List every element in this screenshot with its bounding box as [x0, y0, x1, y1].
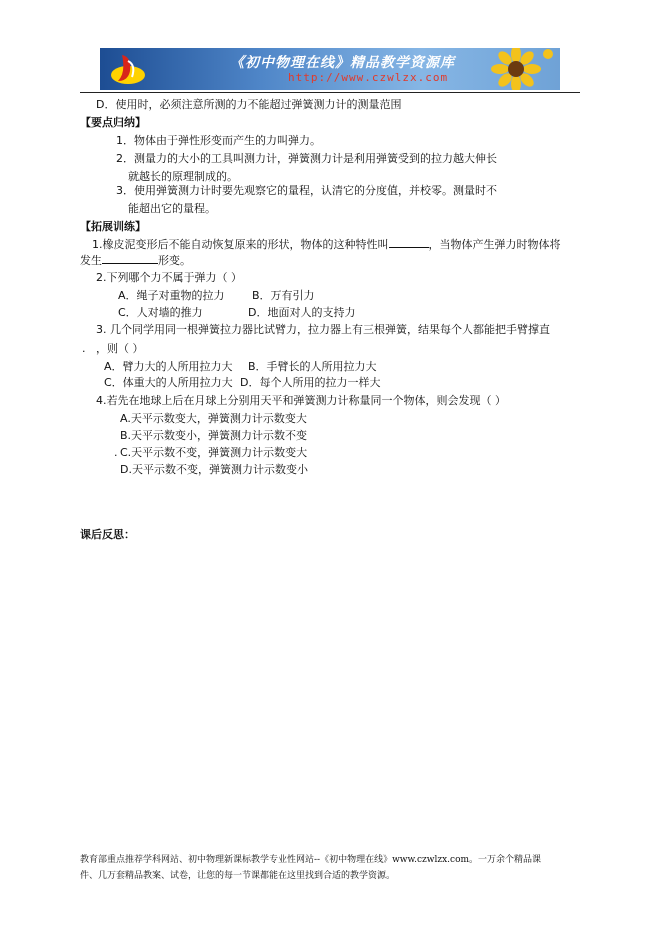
sunflower-icon: [476, 48, 556, 90]
question-2-option-a: A．绳子对重物的拉力: [118, 289, 225, 302]
question-3-line2: ，则（ ）: [96, 342, 144, 355]
question-4-option-c: C.天平示数不变，弹簧测力计示数变大: [120, 446, 308, 459]
footer-line-2: 件、几万套精品教案、试卷，让您的每一节课都能在这里找到合适的教学资源。: [80, 871, 396, 881]
question-4-mark: .: [114, 446, 118, 459]
question-1-text-2: 发生: [80, 254, 102, 267]
extension-heading: 【拓展训练】: [80, 220, 146, 233]
question-3-option-a: A．臂力大的人所用拉力大: [104, 360, 233, 373]
question-1-text-2-tail: 形变。: [158, 254, 191, 267]
key-point-3-line1: 3．使用弹簧测力计时要先观察它的量程，认清它的分度值，并校零。测量时不: [116, 184, 497, 197]
key-point-2-line1: 2．测量力的大小的工具叫测力计，弹簧测力计是利用弹簧受到的拉力越大伸长: [116, 152, 497, 165]
question-4: 4.若先在地球上后在月球上分别用天平和弹簧测力计称量同一个物体，则会发现（ ）: [96, 394, 506, 407]
footer-line-1: 教育部重点推荐学科网站、初中物理新课标教学专业性网站--《初中物理在线》www.czwlzx.com。一万余个精品课: [80, 855, 542, 865]
key-point-2-line2: 就越长的原理制成的。: [128, 170, 238, 183]
question-4-option-b: B.天平示数变小，弹簧测力计示数不变: [120, 429, 308, 442]
answer-blank: [102, 253, 158, 264]
key-point-3-line2: 能超出它的量程。: [128, 202, 216, 215]
header-rule: [80, 92, 580, 93]
logo-icon: [108, 51, 148, 87]
question-4-option-d: D.天平示数不变，弹簧测力计示数变小: [120, 463, 308, 476]
question-1-line2: [80, 253, 191, 268]
question-3-option-b: B．手臂长的人所用拉力大: [248, 360, 377, 373]
question-4-option-a: A.天平示数变大，弹簧测力计示数变大: [120, 412, 307, 425]
footer: [80, 852, 590, 884]
key-point-1: 1．物体由于弹性形变而产生的力叫弹力。: [116, 134, 321, 147]
banner-title: 《初中物理在线》精品教学资源库: [230, 55, 455, 71]
question-2-option-b: B．万有引力: [252, 289, 315, 302]
question-2-option-d: D．地面对人的支持力: [248, 306, 356, 319]
option-d-line: D．使用时，必须注意所测的力不能超过弹簧测力计的测量范围: [96, 98, 402, 111]
banner-url: http://www.czwlzx.com: [288, 71, 449, 84]
header-banner: [100, 48, 560, 90]
key-points-heading: 【要点归纳】: [80, 116, 146, 129]
question-1-text: 1.橡皮泥变形后不能自动恢复原来的形状，物体的这种特性叫: [92, 238, 389, 251]
answer-blank: [389, 237, 429, 248]
question-2: 2.下列哪个力不属于弹力（ ）: [96, 271, 242, 284]
reflection-heading: 课后反思：: [80, 528, 135, 541]
question-3-mark: .: [82, 342, 86, 355]
question-3-option-d: D．每个人所用的拉力一样大: [240, 376, 381, 389]
question-3-line1: 3. 几个同学用同一根弹簧拉力器比试臂力，拉力器上有三根弹簧，结果每个人都能把手臂撑直: [96, 323, 550, 336]
question-3-option-c: C．体重大的人所用拉力大: [104, 376, 233, 389]
question-2-option-c: C．人对墙的推力: [118, 306, 203, 319]
question-1-line1: [92, 237, 561, 252]
question-1-text-tail: ，当物体产生弹力时物体将: [428, 238, 561, 251]
